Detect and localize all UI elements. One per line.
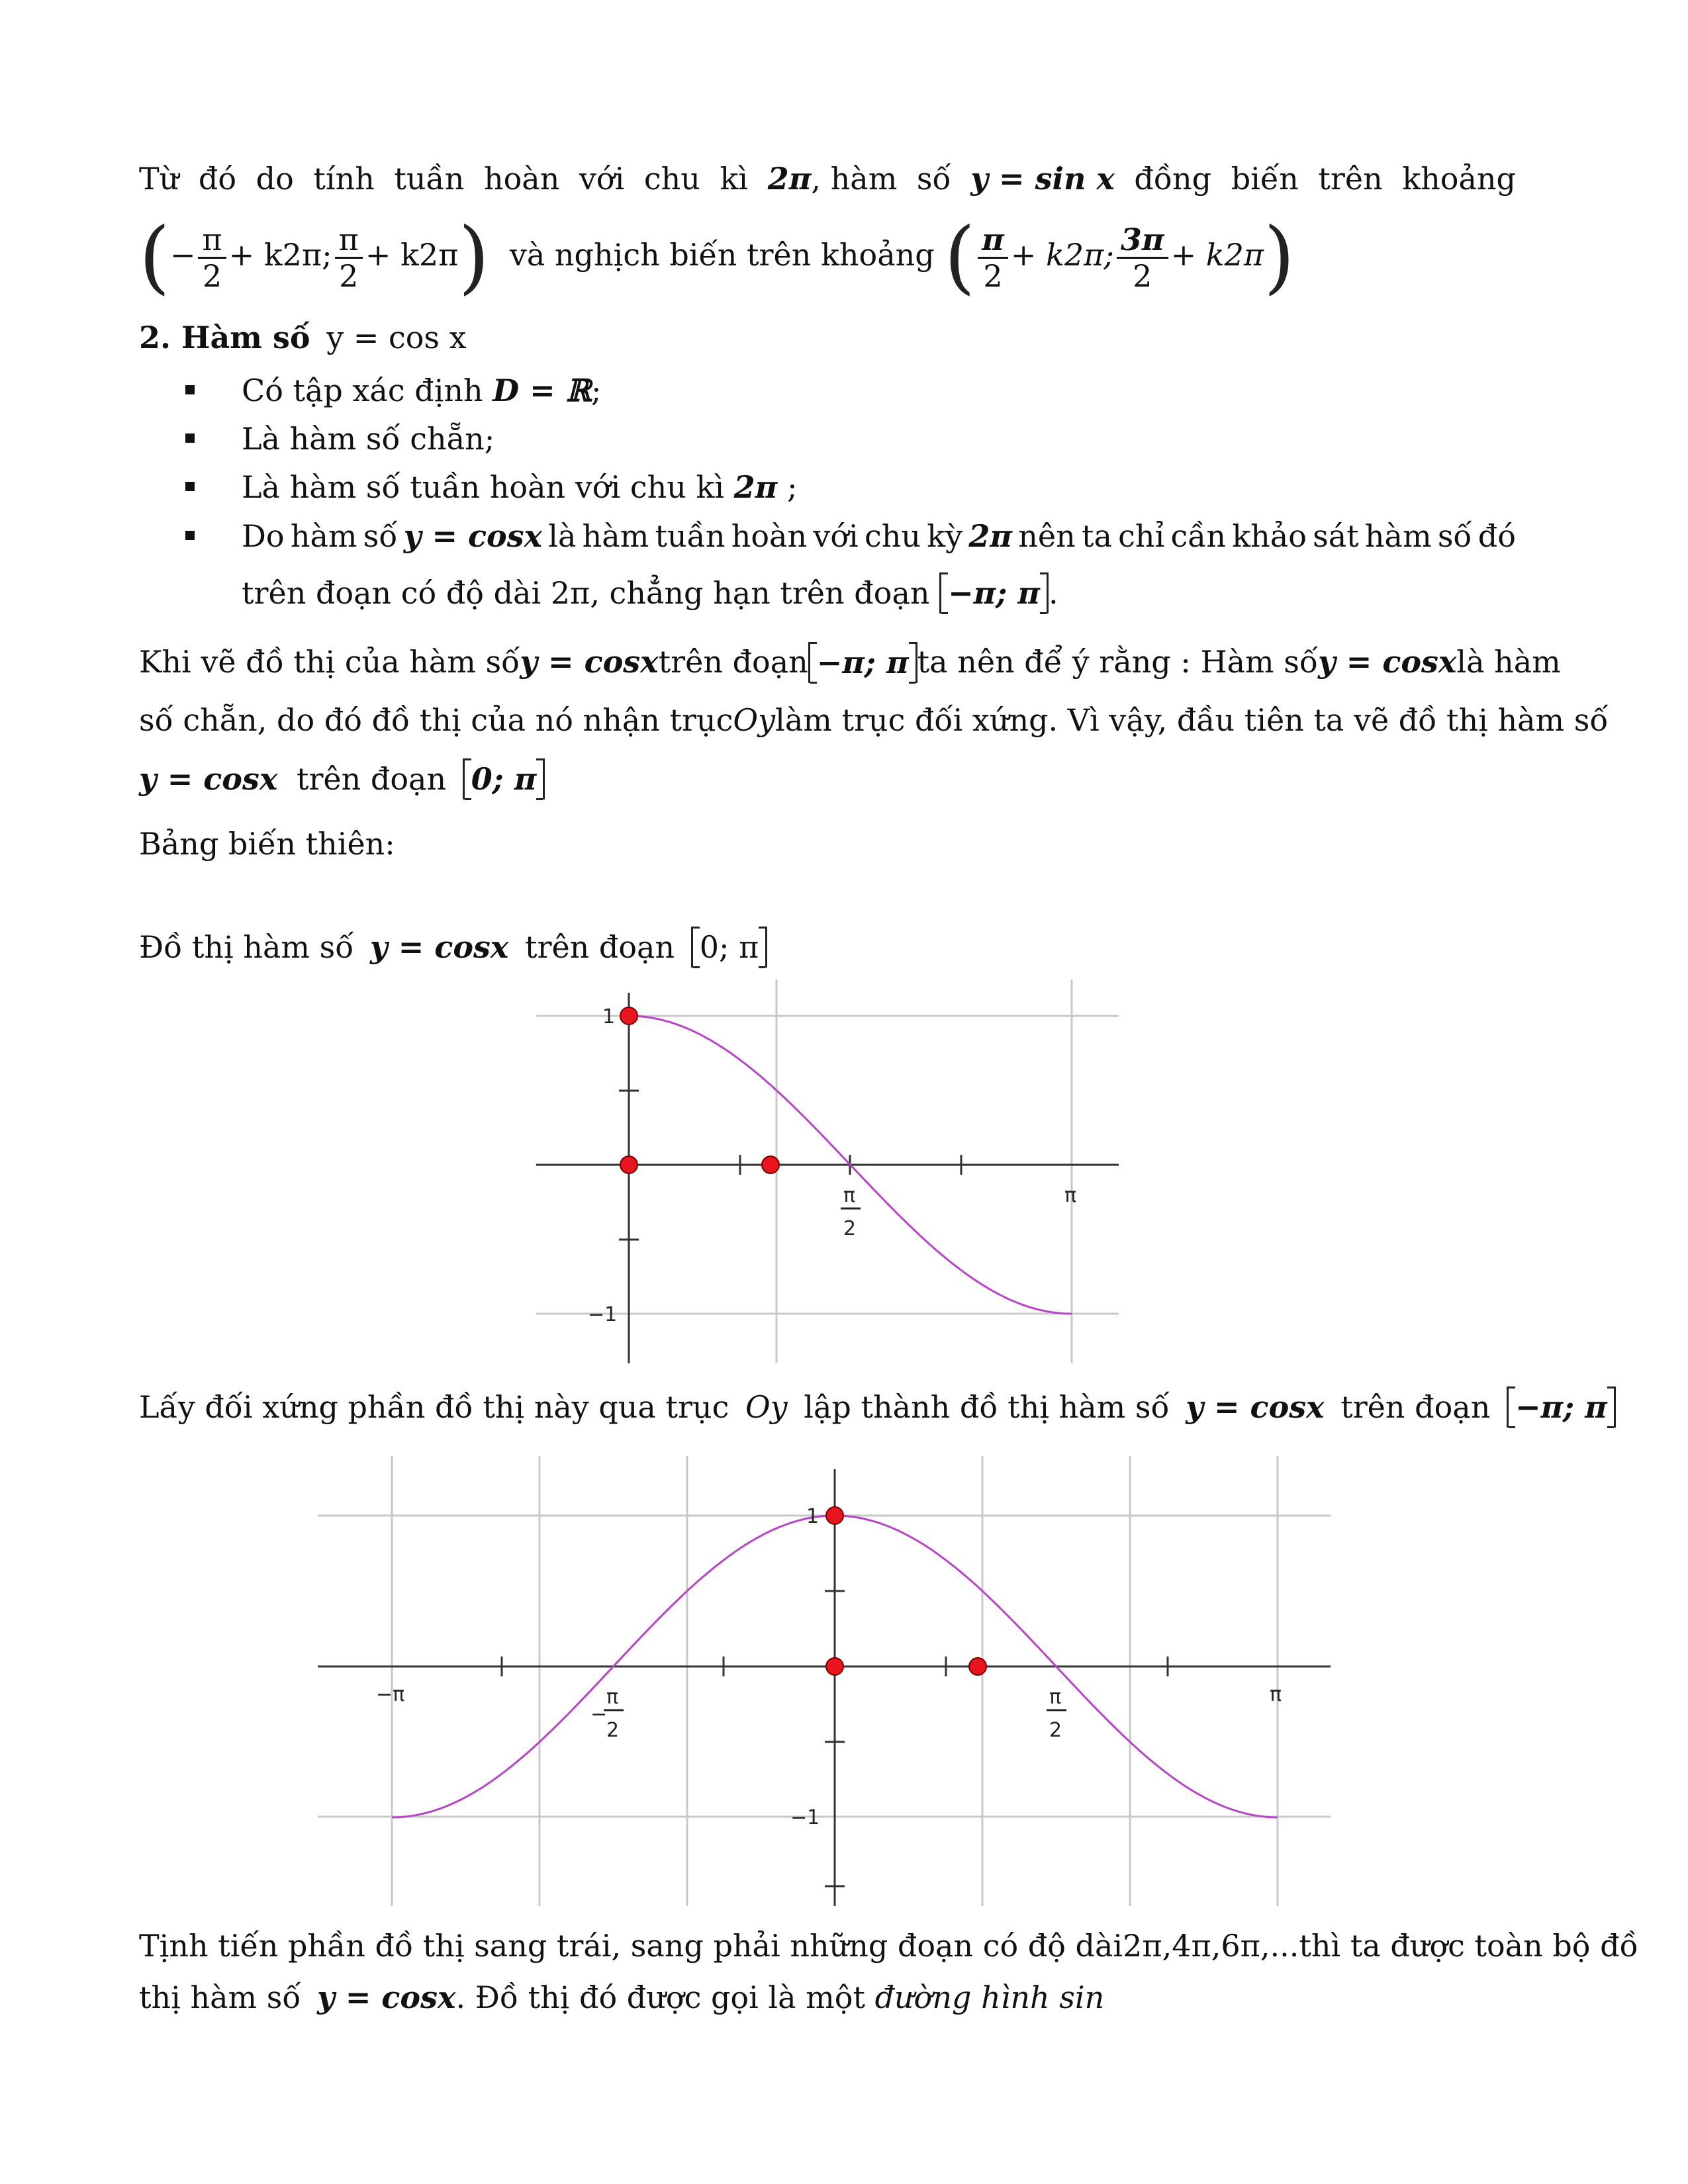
y-label-minus1: −1 <box>790 1806 820 1829</box>
fraction: $\frac{3\pi}{2}$ <box>1117 222 1168 293</box>
math: 2π <box>733 469 778 505</box>
p2-line2 <box>139 700 1609 740</box>
point-origin <box>826 1658 843 1675</box>
word: chu <box>643 161 700 197</box>
word: hàm <box>290 518 357 554</box>
x-label-pi-half-num: π <box>843 1184 856 1207</box>
word: nên <box>1018 518 1076 554</box>
axes <box>318 1469 1331 1906</box>
math: Oy <box>733 702 776 738</box>
word: Do <box>242 518 285 554</box>
word: số <box>363 518 398 554</box>
interval: −π; π <box>1507 1387 1616 1428</box>
x-label-half-den: 2 <box>1049 1719 1062 1742</box>
text: thị hàm số <box>139 1979 301 2015</box>
word: số <box>916 161 951 197</box>
point-on-x-axis <box>969 1658 986 1675</box>
x-label-half-num: π <box>1049 1686 1062 1709</box>
word: hoàn <box>731 518 808 554</box>
text: lập thành đồ thị hàm số <box>804 1389 1170 1425</box>
word: cần <box>1170 518 1227 554</box>
text: Lấy đối xứng phần đồ thị này qua trục <box>139 1389 729 1425</box>
x-label-pi-half-den: 2 <box>843 1217 857 1240</box>
math: 2π <box>550 575 590 611</box>
fraction: $\frac{\pi}{2}$ <box>198 222 226 293</box>
period-math: 2π <box>767 161 812 197</box>
left-paren: ( <box>139 211 170 303</box>
text: trên đoạn <box>658 644 808 680</box>
minus-sign: − <box>169 237 196 273</box>
text: thì ta được toàn bộ đồ <box>1299 1928 1638 1964</box>
text: ta nên để ý rằng : Hàm số <box>917 644 1319 680</box>
text: . Đồ thị đó được gọi là một <box>455 1979 865 2015</box>
text: ; <box>786 469 798 505</box>
fraction: $\frac{\pi}{2}$ <box>335 222 363 293</box>
x-label-neg-pi: −π <box>376 1683 405 1706</box>
math: 2π <box>968 518 1013 554</box>
word: biến <box>1231 161 1299 197</box>
y-label-1: 1 <box>806 1505 820 1528</box>
term: + k2π; <box>228 237 332 273</box>
cos-function: y = cos x <box>326 320 467 355</box>
math: y = cosx <box>1186 1389 1325 1425</box>
interval: 0; π <box>691 927 768 968</box>
x-label-neg-sign: − <box>590 1703 608 1726</box>
text: trên đoạn <box>1340 1389 1491 1425</box>
interval: −π; π <box>808 642 917 683</box>
x-label-pi: π <box>1270 1683 1282 1706</box>
text: Đồ thị hàm số <box>139 929 354 965</box>
text: trên đoạn <box>524 929 675 965</box>
text: Khi vẽ đồ thị của hàm số <box>139 644 520 680</box>
x-label-pi: π <box>1064 1184 1077 1207</box>
word: kỳ <box>927 518 963 554</box>
word: số <box>1437 518 1472 554</box>
word: chỉ <box>1118 518 1165 554</box>
word: hàm <box>582 518 649 554</box>
text: . <box>1049 575 1058 611</box>
grid <box>318 1456 1331 1906</box>
word: tính <box>313 161 375 197</box>
right-paren: ) <box>1264 211 1295 303</box>
left-paren: ( <box>944 211 976 303</box>
text: ; <box>590 373 602 408</box>
text: , chẳng hạn trên đoạn <box>590 575 930 611</box>
p2-line3 <box>139 758 1516 799</box>
bullet-icon <box>185 433 195 443</box>
math: Oy <box>745 1389 788 1425</box>
word: do <box>256 161 294 197</box>
text: Có tập xác định <box>242 373 483 408</box>
word: đó <box>198 161 237 197</box>
text: làm trục đối xứng. Vì vậy, đầu tiên ta vẽ đồ thị hàm số <box>775 702 1609 738</box>
math: y = cosx <box>370 929 509 965</box>
text: số chẵn, do đó đồ thị của nó nhận trục <box>139 702 733 738</box>
text: Là hàm số chẵn; <box>242 421 495 457</box>
word: hoàn <box>483 161 560 197</box>
word: trên <box>1318 161 1383 197</box>
graph2-caption <box>139 1387 1607 1428</box>
graph1-caption <box>139 927 1516 968</box>
word: với <box>813 518 859 554</box>
word: với <box>579 161 625 197</box>
p3-line1 <box>139 1926 1638 1966</box>
word: ta <box>1081 518 1112 554</box>
bullet-icon <box>185 385 195 394</box>
term: + k2π; <box>1010 237 1114 273</box>
word: tuần <box>394 161 465 197</box>
text: là hàm <box>1456 644 1561 680</box>
math: y = cosx <box>139 761 278 797</box>
p1-line2 <box>139 211 1516 303</box>
graph1-cos-0-pi <box>536 979 1119 1363</box>
text: và nghịch biến trên khoảng <box>509 237 935 273</box>
math: y = cosx <box>317 1979 456 2015</box>
word: khoảng <box>1402 161 1516 197</box>
p3-line2 <box>139 1978 1516 2017</box>
point-0-1 <box>620 1007 637 1024</box>
word: sát <box>1313 518 1359 554</box>
x-label-neg-half-num: π <box>606 1686 619 1709</box>
section-title: 2. Hàm số <box>139 320 310 355</box>
word: đồng <box>1134 161 1212 197</box>
text: Tịnh tiến phần đồ thị sang trái, sang phải những đoạn có độ dài <box>139 1928 1123 1964</box>
text: trên đoạn có độ dài <box>242 575 541 611</box>
text: trên đoạn <box>296 761 447 797</box>
interval: −π; π <box>939 572 1049 614</box>
term: + k2π <box>1170 237 1264 273</box>
math: D = ℝ <box>492 373 591 408</box>
word: chu <box>864 518 921 554</box>
right-paren: ) <box>458 211 490 303</box>
fraction: $\frac{\pi}{2}$ <box>978 222 1008 293</box>
math: 2π,4π,6π,... <box>1123 1928 1299 1964</box>
math: y = cosx <box>520 644 659 680</box>
word: Từ <box>139 161 179 197</box>
point-origin <box>620 1156 637 1173</box>
graph2-cos-minus-pi-pi <box>318 1456 1331 1906</box>
interval: 0; π <box>463 758 545 799</box>
point-0-1 <box>826 1507 843 1524</box>
word: là <box>548 518 577 554</box>
word: hàm <box>1364 518 1432 554</box>
bullet-icon <box>185 482 195 491</box>
sin-function: y = sin x <box>970 161 1115 197</box>
word: , hàm <box>811 161 898 197</box>
p2-line1 <box>139 642 1561 683</box>
word: đó <box>1477 518 1516 554</box>
section2-heading <box>139 318 1516 357</box>
word: kì <box>720 161 749 197</box>
p1-line1 <box>139 159 1516 199</box>
text: Bảng biến thiên: <box>139 826 395 862</box>
word: tuần <box>655 518 726 554</box>
text: Là hàm số tuần hoàn với chu kì <box>242 469 725 505</box>
italic-term: đường hình sin <box>874 1979 1105 2015</box>
math: y = cosx <box>403 518 543 554</box>
math: y = cosx <box>1318 644 1457 680</box>
term: + k2π <box>365 237 459 273</box>
point-on-x-axis <box>762 1156 779 1173</box>
word: khảo <box>1232 518 1307 554</box>
y-label-minus1: −1 <box>588 1303 618 1326</box>
bullet-icon <box>185 531 195 540</box>
y-label-1: 1 <box>602 1005 616 1028</box>
table-label <box>139 824 1516 864</box>
x-label-neg-half-den: 2 <box>606 1719 620 1742</box>
